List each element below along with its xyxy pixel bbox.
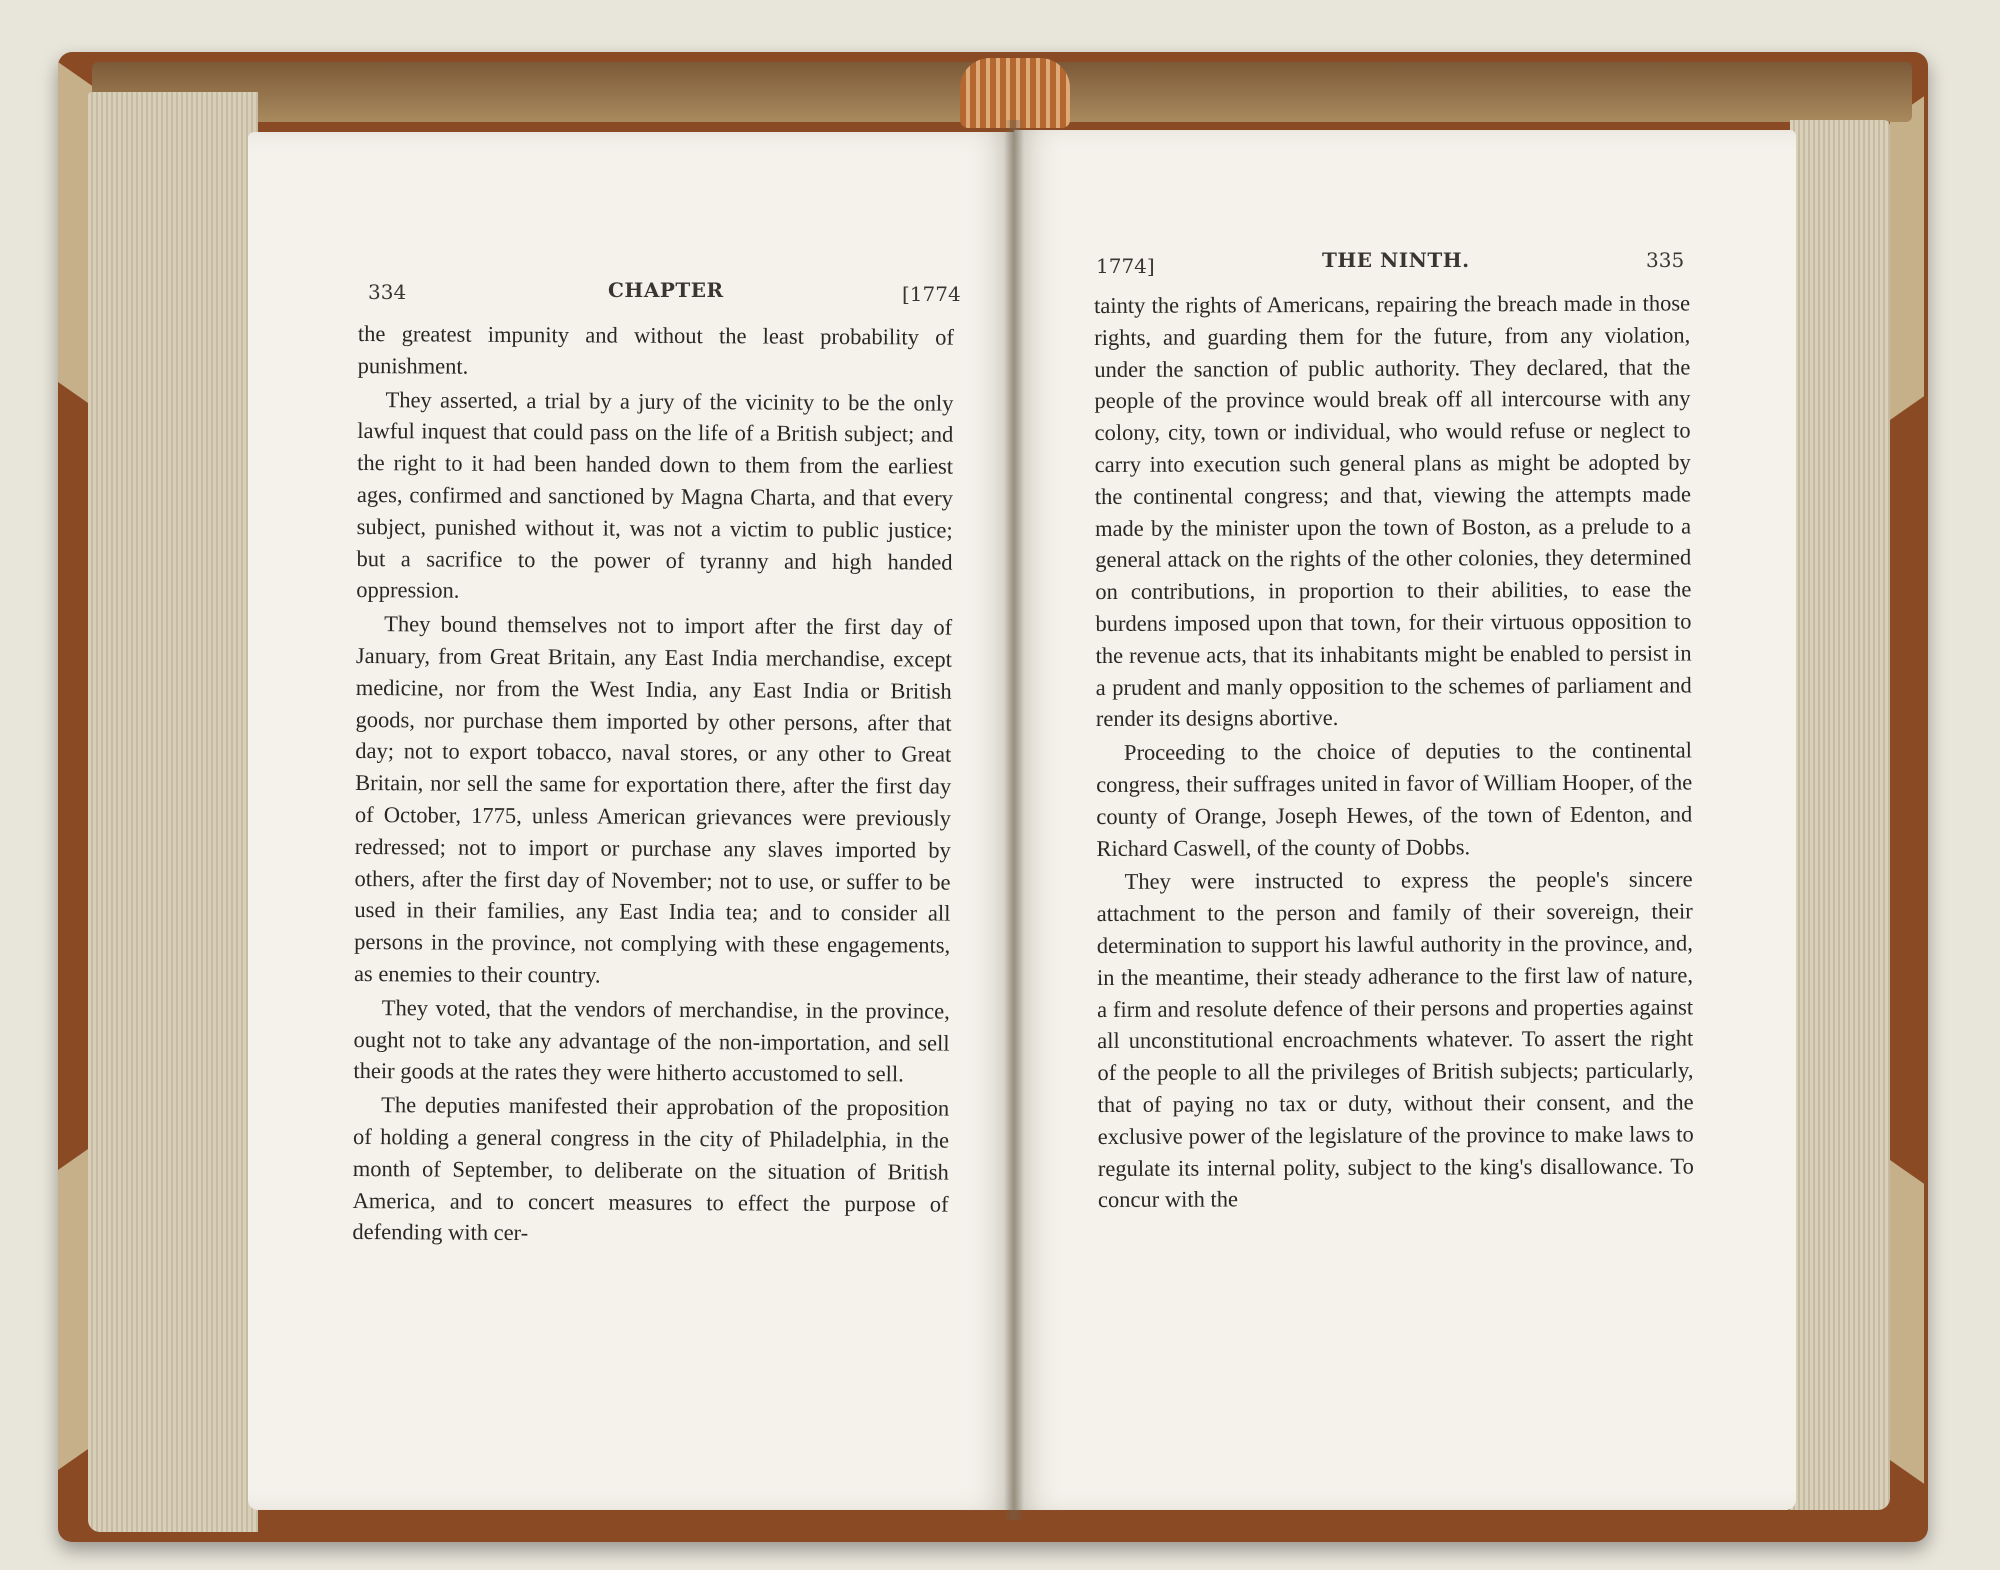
book-gutter: [1004, 120, 1024, 1520]
cover-corner-top-right: [1890, 96, 1924, 420]
paragraph: They asserted, a trial by a jury of the vicinity to be the only lawful inquest that could pass on the life of a British subject; and the right to it had been handed down to them from the earliest ages, confirmed and sanctioned by Magna Charta, and that every subject, punished without it, was not a victim to public justice; but a sacrifice to the power of tyranny and high handed oppression.: [356, 386, 954, 603]
paragraph: The deputies manifested their approbation of the proposition of holding a general congress in the city of Philadelphia, in the month of September, to deliberate on the situation of British America, and to concert measures to effect the purpose of defending with cer-: [352, 1092, 950, 1246]
left-running-title-text: CHAPTER: [608, 278, 724, 302]
cover-corner-bottom-right: [1890, 1160, 1924, 1484]
paragraph: the greatest impunity and without the least probability of punishment.: [357, 320, 954, 379]
paragraph: They bound themselves not to import after the first day of January, from Great Britain, any East India merchandise, except medicine, nor from the West India, any East India or British goods, nor purchase them imported by other persons, after that day; not to export tobacco, naval stores, or any other to Great Britain, nor sell the same for exportation there, after the first day of October, 1775, unless American grievances were previously redressed; not to import or purchase any slaves imported by others, after the first day of November; not to use, or suffer to be used in their families, any East India tea; and to consider all persons in the province, not complying with these engagements, as enemies to their country.: [353, 611, 953, 988]
page-stack-left: [88, 92, 258, 1532]
cover-corner-bottom-left: [58, 1146, 92, 1470]
right-running-title-text: THE NINTH.: [1322, 248, 1470, 272]
cover-corner-top-left: [58, 62, 92, 406]
left-page-number: 334: [368, 280, 407, 304]
right-running-title: [1322, 248, 1470, 272]
paragraph: Proceeding to the choice of deputies to the continental congress, their suffrages united in favor of William Hooper, of the county of Orange, Joseph Hewes, of the town of Edenton, and Richard Caswell, of the county of Dobbs.: [1096, 737, 1693, 861]
paragraph: tainty the rights of Americans, repairing the breach made in those rights, and guarding them for the future, from any violation, under the sanction of public authority. They declared, that the people of the province would break off all intercourse with any colony, city, town or individual, who would refuse or neglect to carry into execution such general plans as might be adopted by the continental congress; and that, viewing the attempts made made by the minister upon the town of Boston, as a prelude to a general attack on the rights of the other colonies, they determined on contributions, in proportion to their abilities, to ease the burdens imposed upon that town, for their virtuous opposition to the revenue acts, that its inhabitants might be enabled to persist in a prudent and manly opposition to the schemes of parliament and render its designs abortive.: [1094, 290, 1692, 732]
paragraph: They were instructed to express the people's sincere attachment to the person and family of their sovereign, their determination to support his lawful authority in the province, and, in the meantime, their steady adherance to the first law of nature, a firm and resolute defence of their persons and properties against all unconstitutional encroachments whatever. To assert the right of the people to all the privileges of British subjects; particularly, that of paying no tax or duty, without their consent, and the exclusive power of the legislature of the province to make laws to regulate its internal polity, subject to the king's disallowance. To concur with the: [1096, 866, 1694, 1213]
left-year-marker: [1774: [902, 282, 961, 306]
left-page-text: [352, 318, 954, 1254]
right-page-text: [1094, 287, 1694, 1218]
paragraph: They voted, that the vendors of merchandise, in the province, ought not to take any advantage of the non-importation, and sell their goods at the rates they were hitherto accustomed to sell.: [353, 994, 950, 1087]
spine-headband: [960, 58, 1070, 128]
left-running-title: [608, 278, 724, 302]
right-page-number: 335: [1646, 248, 1685, 272]
right-year-marker: 1774]: [1096, 254, 1155, 278]
page-stack-right: [1790, 120, 1890, 1510]
